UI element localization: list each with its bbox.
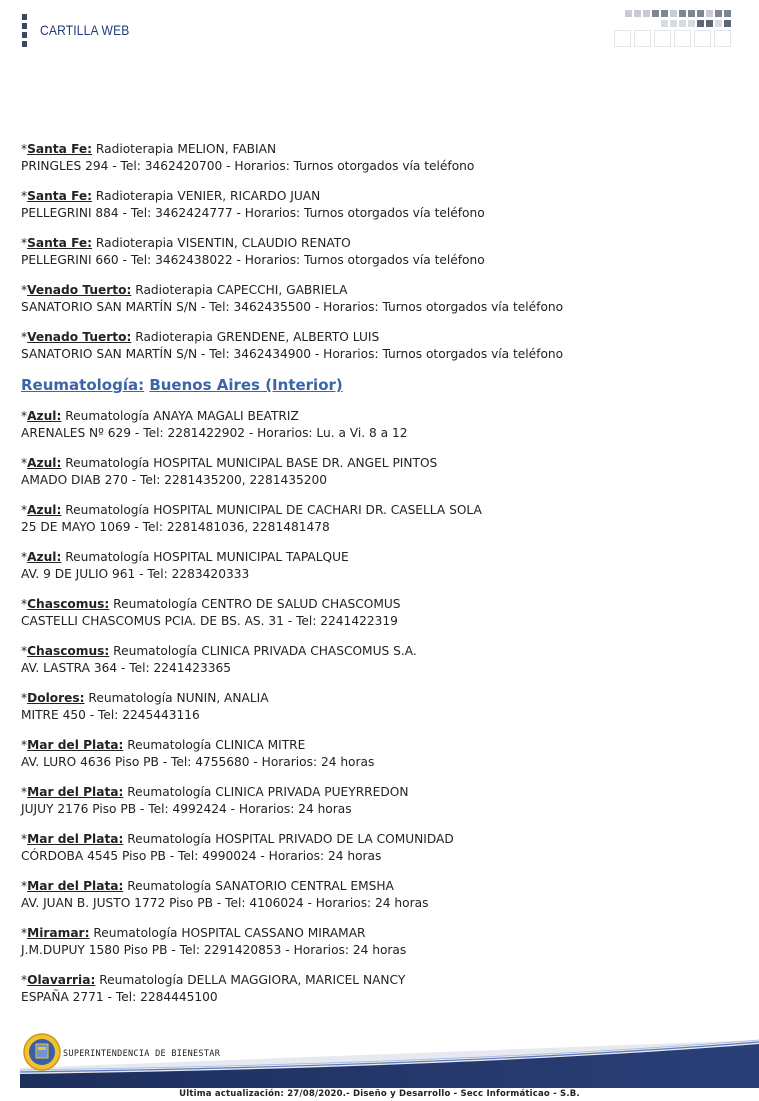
entry-detail: PELLEGRINI 660 - Tel: 3462438022 - Horarios: Turnos otorgados vía teléfono [21, 253, 485, 267]
entry-title-line: *Santa Fe: Radioterapia VISENTIN, CLAUDIO RENATO [21, 236, 351, 250]
entry-detail: PRINGLES 294 - Tel: 3462420700 - Horarios: Turnos otorgados vía teléfono [21, 159, 475, 173]
list-item [21, 784, 741, 818]
entry-name: Reumatología DELLA MAGGIORA, MARICEL NANCY [99, 973, 406, 987]
entry-location: Azul: [27, 550, 62, 564]
section-region: Buenos Aires (Interior) [149, 376, 343, 394]
directory-list [21, 141, 741, 1019]
entry-name: Radioterapia MELION, FABIAN [95, 142, 277, 156]
list-item [21, 455, 741, 489]
entry-location: Azul: [27, 503, 62, 517]
section-specialty: Reumatología: [21, 376, 145, 394]
list-item [21, 737, 741, 771]
entry-title-line: *Santa Fe: Radioterapia MELION, FABIAN [21, 142, 277, 156]
entry-title-line: *Azul: Reumatología HOSPITAL MUNICIPAL TAPALQUE [21, 550, 349, 564]
entry-name: Reumatología SANATORIO CENTRAL EMSHA [127, 879, 394, 893]
list-item [21, 235, 741, 269]
entry-title-line: *Dolores: Reumatología NUNIN, ANALIA [21, 691, 269, 705]
entry-location: Mar del Plata: [27, 879, 124, 893]
entry-detail: CASTELLI CHASCOMUS PCIA. DE BS. AS. 31 - Tel: 2241422319 [21, 614, 398, 628]
entry-detail: 25 DE MAYO 1069 - Tel: 2281481036, 2281481478 [21, 520, 330, 534]
entry-title-line: *Mar del Plata: Reumatología HOSPITAL PRIVADO DE LA COMUNIDAD [21, 832, 454, 846]
entry-location: Santa Fe: [27, 189, 93, 203]
entry-name: Reumatología HOSPITAL PRIVADO DE LA COMUNIDAD [127, 832, 454, 846]
entry-location: Chascomus: [27, 597, 110, 611]
entry-detail: AV. JUAN B. JUSTO 1772 Piso PB - Tel: 4106024 - Horarios: 24 horas [21, 896, 429, 910]
page-footer [0, 1030, 759, 1101]
list-item [21, 329, 741, 363]
entry-title-line: *Olavarria: Reumatología DELLA MAGGIORA, MARICEL NANCY [21, 973, 406, 987]
entry-detail: PELLEGRINI 884 - Tel: 3462424777 - Horarios: Turnos otorgados vía teléfono [21, 206, 485, 220]
entry-title-line: *Azul: Reumatología HOSPITAL MUNICIPAL DE CACHARI DR. CASELLA SOLA [21, 503, 482, 517]
entry-detail: AV. LURO 4636 Piso PB - Tel: 4755680 - Horarios: 24 horas [21, 755, 375, 769]
entry-detail: J.M.DUPUY 1580 Piso PB - Tel: 2291420853 - Horarios: 24 horas [21, 943, 407, 957]
entry-detail: SANATORIO SAN MARTÍN S/N - Tel: 3462435500 - Horarios: Turnos otorgados vía teléfono [21, 300, 564, 314]
list-item [21, 141, 741, 175]
header-decoration [611, 10, 731, 48]
list-item [21, 188, 741, 222]
footer-band [0, 1030, 759, 1088]
page-title: CARTILLA WEB [40, 22, 130, 38]
entry-title-line: *Venado Tuerto: Radioterapia CAPECCHI, GABRIELA [21, 283, 348, 297]
list-item [21, 878, 741, 912]
entry-name: Reumatología HOSPITAL MUNICIPAL DE CACHARI DR. CASELLA SOLA [65, 503, 482, 517]
entry-detail: AMADO DIAB 270 - Tel: 2281435200, 2281435200 [21, 473, 328, 487]
entry-name: Reumatología HOSPITAL CASSANO MIRAMAR [93, 926, 366, 940]
entry-location: Azul: [27, 456, 62, 470]
entry-name: Radioterapia CAPECCHI, GABRIELA [135, 283, 348, 297]
entry-name: Radioterapia VISENTIN, CLAUDIO RENATO [95, 236, 351, 250]
entry-location: Mar del Plata: [27, 785, 124, 799]
entry-title-line: *Mar del Plata: Reumatología SANATORIO CENTRAL EMSHA [21, 879, 394, 893]
entry-name: Reumatología HOSPITAL MUNICIPAL TAPALQUE [65, 550, 349, 564]
list-item [21, 925, 741, 959]
entry-detail: ARENALES Nº 629 - Tel: 2281422902 - Horarios: Lu. a Vi. 8 a 12 [21, 426, 408, 440]
entry-title-line: *Mar del Plata: Reumatología CLINICA MITRE [21, 738, 306, 752]
list-item [21, 502, 741, 536]
entry-location: Azul: [27, 409, 62, 423]
entry-detail: MITRE 450 - Tel: 2245443116 [21, 708, 200, 722]
entry-title-line: *Mar del Plata: Reumatología CLINICA PRIVADA PUEYRREDON [21, 785, 409, 799]
header-accent-bar [22, 14, 27, 48]
seal-icon [22, 1032, 62, 1072]
entry-title-line: *Chascomus: Reumatología CLINICA PRIVADA CHASCOMUS S.A. [21, 644, 417, 658]
entry-location: Dolores: [27, 691, 85, 705]
entry-detail: ESPAÑA 2771 - Tel: 2284445100 [21, 990, 218, 1004]
list-item [21, 831, 741, 865]
footer-update-note: Ultima actualización: 27/08/2020.- Diseño y Desarrollo - Secc Informáticao - S.B. [179, 1089, 580, 1099]
entry-location: Mar del Plata: [27, 832, 124, 846]
entry-detail: JUJUY 2176 Piso PB - Tel: 4992424 - Horarios: 24 horas [21, 802, 352, 816]
footer-organization: SUPERINTENDENCIA DE BIENESTAR [63, 1049, 221, 1059]
entry-title-line: *Azul: Reumatología ANAYA MAGALI BEATRIZ [21, 409, 299, 423]
entry-name: Reumatología CENTRO DE SALUD CHASCOMUS [113, 597, 401, 611]
entry-location: Venado Tuerto: [27, 283, 132, 297]
list-item [21, 643, 741, 677]
entry-name: Reumatología NUNIN, ANALIA [88, 691, 269, 705]
entry-name: Reumatología ANAYA MAGALI BEATRIZ [65, 409, 299, 423]
list-item [21, 408, 741, 442]
list-item [21, 972, 741, 1006]
entry-title-line: *Santa Fe: Radioterapia VENIER, RICARDO JUAN [21, 189, 321, 203]
entry-name: Reumatología CLINICA PRIVADA PUEYRREDON [127, 785, 409, 799]
entry-detail: AV. 9 DE JULIO 961 - Tel: 2283420333 [21, 567, 250, 581]
list-item [21, 282, 741, 316]
section-heading [21, 377, 741, 394]
entry-location: Olavarria: [27, 973, 96, 987]
entry-name: Radioterapia VENIER, RICARDO JUAN [95, 189, 321, 203]
entry-location: Santa Fe: [27, 142, 93, 156]
entry-name: Radioterapia GRENDENE, ALBERTO LUIS [135, 330, 380, 344]
entry-detail: AV. LASTRA 364 - Tel: 2241423365 [21, 661, 232, 675]
entry-location: Miramar: [27, 926, 90, 940]
list-item [21, 596, 741, 630]
entry-title-line: *Azul: Reumatología HOSPITAL MUNICIPAL BASE DR. ANGEL PINTOS [21, 456, 438, 470]
entry-location: Santa Fe: [27, 236, 93, 250]
entry-detail: CÓRDOBA 4545 Piso PB - Tel: 4990024 - Horarios: 24 horas [21, 849, 382, 863]
entry-name: Reumatología CLINICA PRIVADA CHASCOMUS S.A. [113, 644, 417, 658]
entry-title-line: *Venado Tuerto: Radioterapia GRENDENE, ALBERTO LUIS [21, 330, 380, 344]
entry-location: Mar del Plata: [27, 738, 124, 752]
entry-title-line: *Miramar: Reumatología HOSPITAL CASSANO MIRAMAR [21, 926, 366, 940]
entry-title-line: *Chascomus: Reumatología CENTRO DE SALUD CHASCOMUS [21, 597, 401, 611]
entry-location: Chascomus: [27, 644, 110, 658]
list-item [21, 549, 741, 583]
entry-location: Venado Tuerto: [27, 330, 132, 344]
entry-detail: SANATORIO SAN MARTÍN S/N - Tel: 3462434900 - Horarios: Turnos otorgados vía teléfono [21, 347, 564, 361]
list-item [21, 690, 741, 724]
page-header [0, 0, 759, 60]
entry-name: Reumatología HOSPITAL MUNICIPAL BASE DR. ANGEL PINTOS [65, 456, 438, 470]
entry-name: Reumatología CLINICA MITRE [127, 738, 306, 752]
